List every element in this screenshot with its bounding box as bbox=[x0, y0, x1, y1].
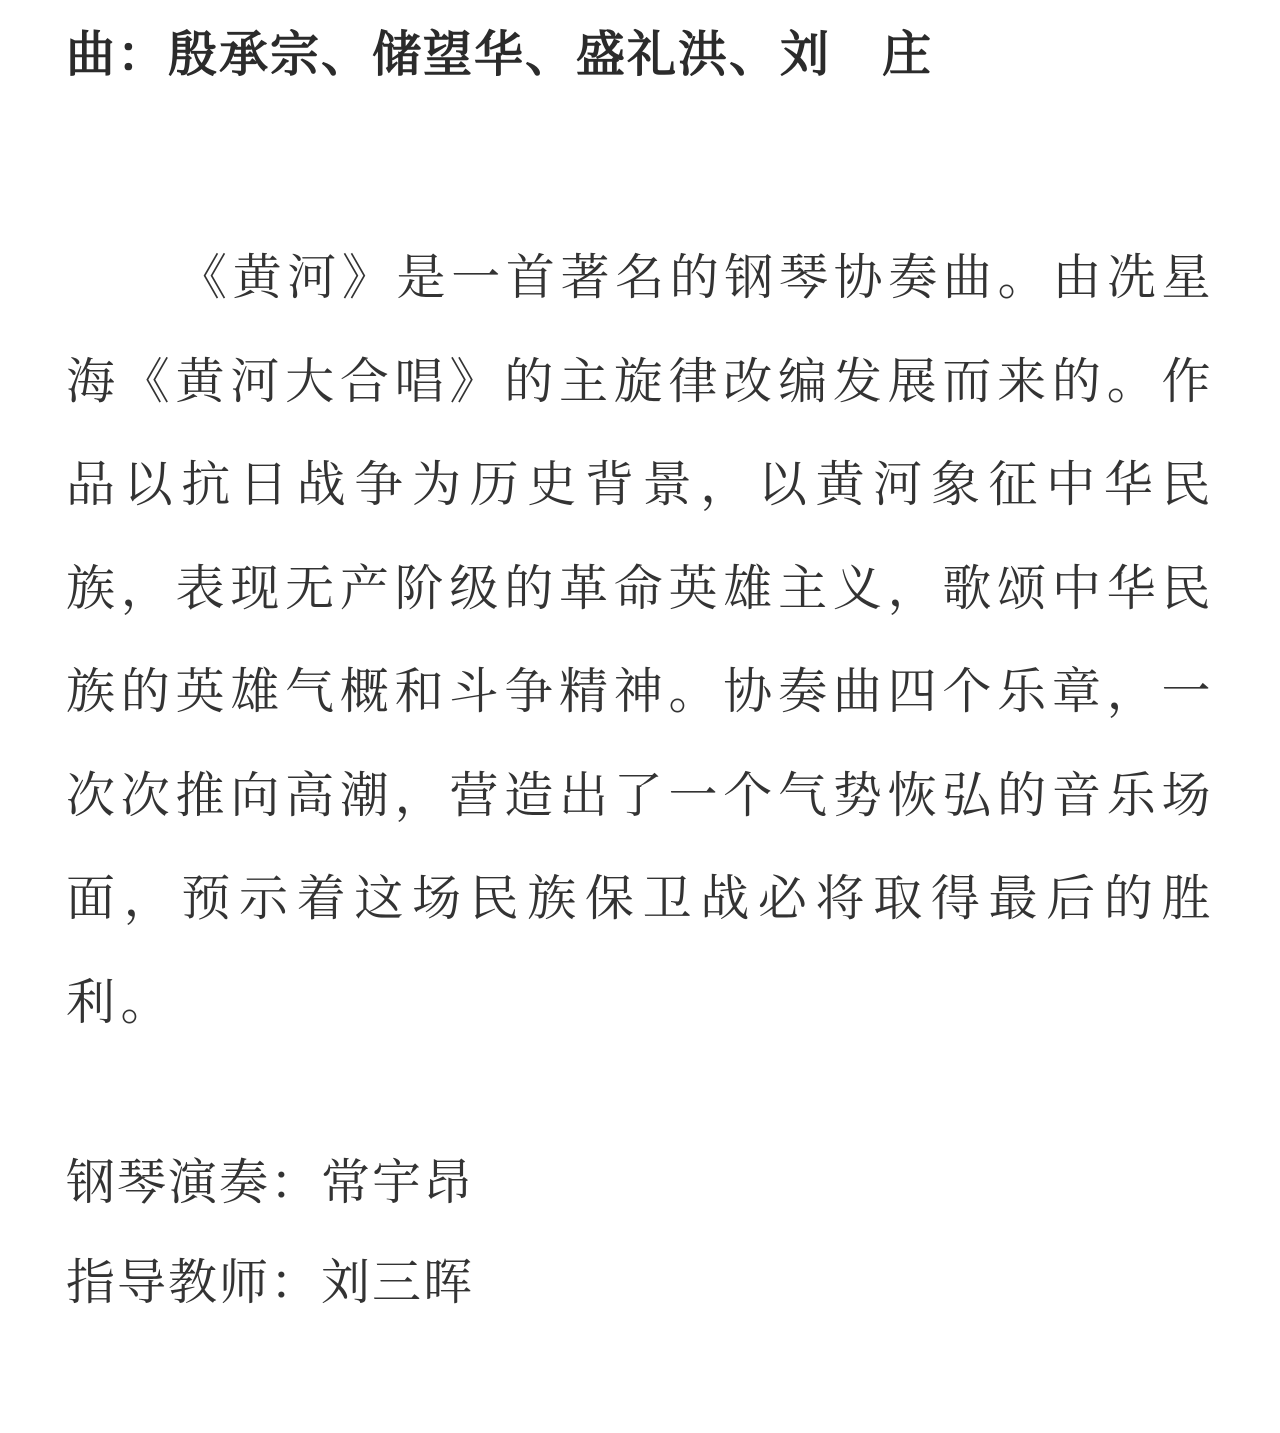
composer-line: 曲：殷承宗、储望华、盛礼洪、刘 庄 bbox=[66, 26, 934, 83]
pianist-credit: 钢琴演奏：常宇昂 bbox=[66, 1154, 475, 1211]
description-paragraph: 《黄河》是一首著名的钢琴协奏曲。由冼星海《黄河大合唱》的主旋律改编发展而来的。作品以抗日战争为历史背景，以黄河象征中华民族，表现无产阶级的革命英雄主义，歌颂中华民族的英雄气概和斗争精神。协奏曲四个乐章，一次次推向高潮，营造出了一个气势恢弘的音乐场面，预示着这场民族保卫战必将取得最后的胜利。 bbox=[66, 249, 1216, 1031]
teacher-credit: 指导教师：刘三晖 bbox=[66, 1254, 475, 1311]
